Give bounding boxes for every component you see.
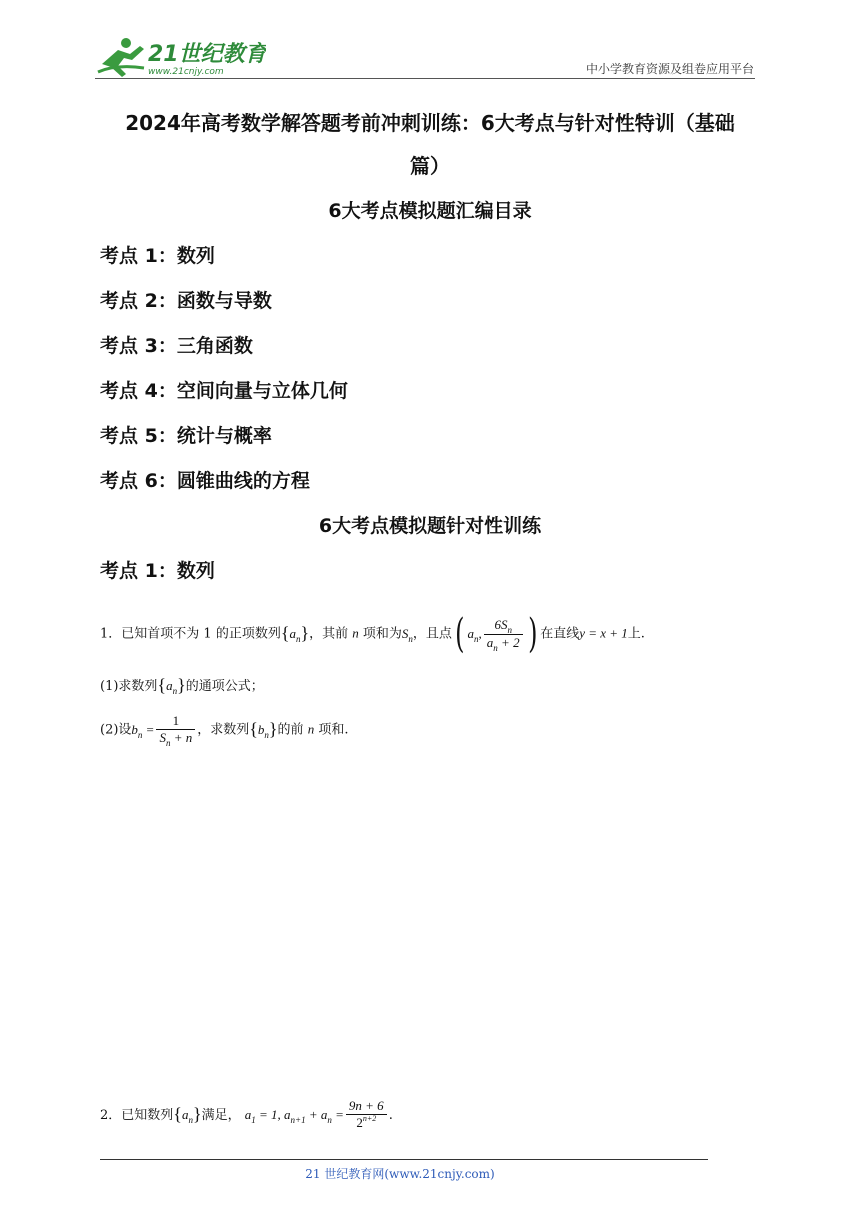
problem-1-text: ，且点 [412, 626, 452, 642]
runner-icon [98, 38, 144, 77]
point-fraction: $\frac{6S_n}{a_n + 2}$ [484, 617, 523, 652]
problem-1-statement: 1．已知首项不为 1 的正项数列$\{a_n\}$，其前 n 项和为$S_n$，且点( $a_n$, $\frac{6S_n}{a_n + 2}$ ) 在直线y = x + 1上. [100, 611, 645, 657]
part-text: ，求数列 [197, 722, 250, 738]
footer-link[interactable]: 21 世纪教育网(www.21cnjy.com) [305, 1167, 495, 1181]
problem-1-text: ，其前 [309, 626, 349, 642]
logo-title: 21世纪教育 [148, 42, 266, 67]
problem-2-statement: 2．已知数列$\{a_n\}$满足， $a_1 = 1$, $a_{n+1} + a_n$ = $\frac{9n + 6}{2^{n+2}}$ . [100, 1098, 393, 1133]
logo-url: www.21cnjy.com [148, 67, 224, 77]
toc-item-4[interactable]: 考点 4：空间向量与立体几何 [100, 380, 348, 402]
part-label: (2)设 [100, 722, 132, 738]
part-text: 的通项公式； [185, 679, 264, 694]
title-line-2: 篇） [410, 154, 450, 178]
toc-item-3[interactable]: 考点 3：三角函数 [100, 335, 253, 357]
site-logo [96, 34, 266, 80]
problem-1-part-2: (2)设$b_n$ = $\frac{1}{S_n + n}$ ，求数列$\{b_n\}$的前 n 项和. [100, 713, 349, 748]
section-heading-1: 考点 1：数列 [100, 560, 215, 582]
recurrence-fraction: $\frac{9n + 6}{2^{n+2}}$ [346, 1098, 387, 1133]
problem-1-part-1: (1)求数列$\{a_n\}$的通项公式； [100, 675, 264, 696]
problem-1-number: 1． [100, 626, 122, 642]
title-line-1: 2024年高考数学解答题考前冲刺训练：6大考点与针对性特训（基础 [125, 111, 735, 135]
problem-1-text: 上. [627, 626, 645, 642]
part-text: 的前 [277, 722, 304, 738]
line-equation: y = x + 1 [579, 625, 628, 641]
problem-1-text: 项和为 [362, 626, 402, 642]
problem-2-text: 满足， [201, 1108, 241, 1123]
training-heading: 6大考点模拟题针对性训练 [318, 515, 542, 537]
toc-item-2[interactable]: 考点 2：函数与导数 [100, 290, 272, 312]
header-platform-text: 中小学教育资源及组卷应用平台 [585, 62, 754, 76]
part-label: (1)求数列 [100, 679, 158, 694]
problem-1-text: 在直线 [540, 626, 580, 642]
toc-item-5[interactable]: 考点 5：统计与概率 [100, 425, 272, 447]
header-divider [95, 78, 755, 79]
part-text: 项和. [318, 722, 349, 738]
problem-2-number: 2． [100, 1108, 122, 1123]
document-title [100, 102, 760, 188]
problem-1-text: 已知首项不为 1 的正项数列 [121, 626, 281, 642]
toc-item-6[interactable]: 考点 6：圆锥曲线的方程 [100, 470, 310, 492]
problem-2-text: 已知数列 [121, 1108, 174, 1123]
toc-heading: 6大考点模拟题汇编目录 [328, 200, 532, 222]
footer-divider [100, 1159, 708, 1160]
bn-fraction: $\frac{1}{S_n + n}$ [156, 713, 195, 747]
toc-item-1[interactable]: 考点 1：数列 [100, 245, 215, 267]
